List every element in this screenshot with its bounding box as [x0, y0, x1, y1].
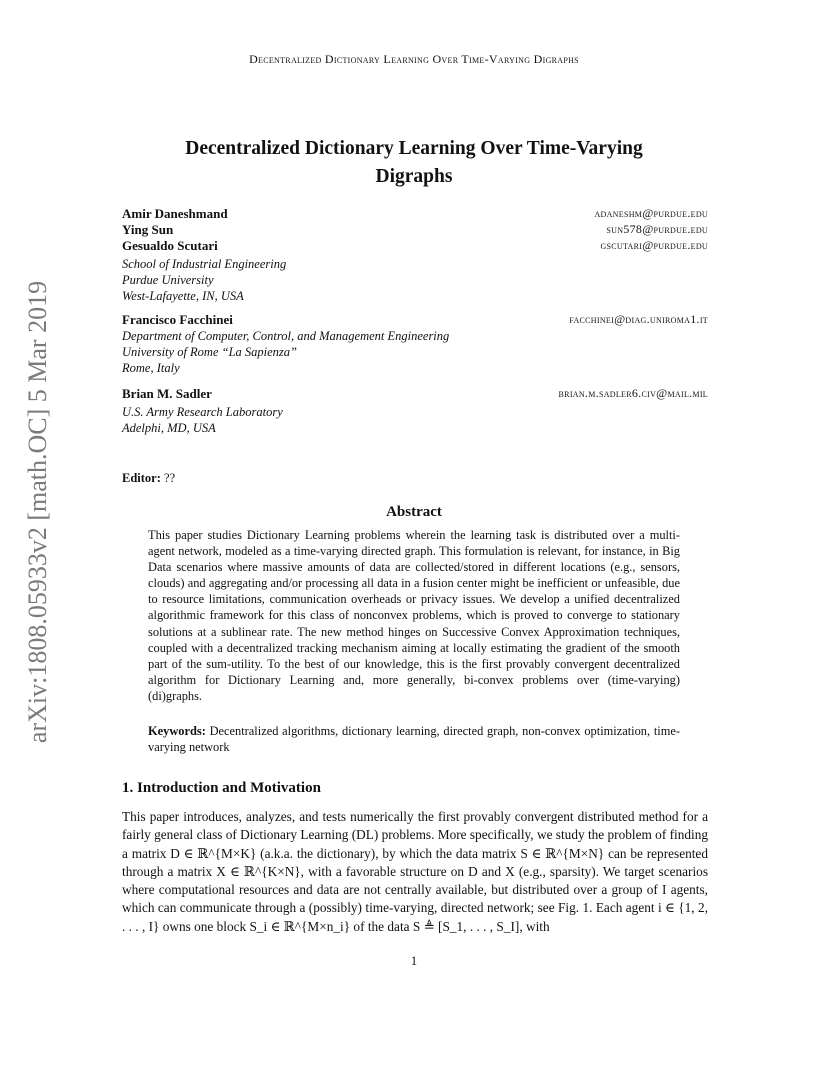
author-email[interactable]: facchinei@diag.uniroma1.it: [569, 312, 708, 326]
editor-label: Editor:: [122, 471, 161, 485]
affiliation-army: [122, 404, 283, 436]
editor-line: [122, 471, 175, 486]
keywords: [148, 723, 680, 755]
keywords-text: Decentralized algorithms, dictionary learning, directed graph, non-convex optimization, time-varying network: [148, 724, 680, 755]
running-header: Decentralized Dictionary Learning Over Time-Varying Digraphs: [249, 52, 579, 66]
arxiv-watermark: arXiv:1808.05933v2 [math.OC] 5 Mar 2019: [23, 280, 52, 744]
author-name: Amir Daneshmand: [122, 206, 228, 221]
author-email[interactable]: adaneshm@purdue.edu: [594, 206, 708, 220]
title-line-1: Decentralized Dictionary Learning Over Time-Varying: [185, 138, 643, 159]
affiliation-line: School of Industrial Engineering: [122, 257, 287, 271]
affiliation-line: University of Rome “La Sapienza”: [122, 345, 297, 359]
affiliation-line: U.S. Army Research Laboratory: [122, 405, 283, 419]
affiliation-line: Purdue University: [122, 273, 214, 287]
affiliation-line: Rome, Italy: [122, 361, 180, 375]
author-row: [122, 206, 708, 223]
paper-title: [130, 135, 698, 191]
abstract-heading: Abstract: [386, 504, 442, 520]
title-line-2: Digraphs: [375, 166, 453, 187]
abstract-text: This paper studies Dictionary Learning problems wherein the learning task is distributed over a multi-agent network, modeled as a time-varying directed graph. This formulation is relevant, for instance, in Big Data scenarios where massive amounts of data are collected/stored in different locations (e.g., sensors, clouds) and aggregating and/or processing all data in a fusion center might be inefficient or unfeasible, due to resource limitations, communication overheads or privacy issues. We develop a unified decentralized algorithmic framework for this class of nonconvex problems, which is proved to converge to stationary solutions at a sublinear rate. The new method hinges on Successive Convex Approximation techniques, coupled with a decentralized tracking mechanism aiming at locally estimating the gradient of the smooth part of the sum-utility. To the best of our knowledge, this is the first provably convergent decentralized algorithm for Dictionary Learning and, more generally, bi-convex problems over (time-varying) (di)graphs.: [148, 528, 680, 703]
section-heading: 1. Introduction and Motivation: [122, 780, 321, 796]
affiliation-rome: [122, 328, 449, 376]
author-email[interactable]: sun578@purdue.edu: [606, 222, 708, 236]
author-row: [122, 222, 708, 239]
author-name: Gesualdo Scutari: [122, 238, 218, 253]
affiliation-purdue: [122, 256, 286, 304]
author-email[interactable]: brian.m.sadler6.civ@mail.mil: [558, 386, 708, 400]
editor-value: ??: [164, 471, 176, 485]
author-name: Brian M. Sadler: [122, 386, 212, 401]
author-row: [122, 386, 708, 403]
author-email[interactable]: gscutari@purdue.edu: [600, 238, 708, 252]
author-name: Francisco Facchinei: [122, 312, 233, 327]
author-row: [122, 312, 708, 329]
author-row: [122, 238, 708, 255]
intro-paragraph: This paper introduces, analyzes, and tests numerically the first provably convergent distributed method for a fairly general class of Dictionary Learning (DL) problems. More specifically, we study the problem of finding a matrix D ∈ ℝ^{M×K} (a.k.a. the dictionary), by which the data matrix S ∈ ℝ^{M×N} can be represented through a matrix X ∈ ℝ^{K×N}, with a favorable structure on D and X (e.g., sparsity). We target scenarios where computational resources and data are not centrally available, but distributed over a group of I agents, which can communicate through a (possibly) time-varying, directed network; see Fig. 1. Each agent i ∈ {1, 2, . . . , I} owns one block S_i ∈ ℝ^{M×n_i} of the data S ≜ [S_1, . . . , S_I], with: [122, 809, 708, 934]
author-name: Ying Sun: [122, 222, 174, 237]
affiliation-line: West-Lafayette, IN, USA: [122, 289, 244, 303]
affiliation-line: Department of Computer, Control, and Management Engineering: [122, 329, 450, 343]
affiliation-line: Adelphi, MD, USA: [122, 421, 216, 435]
page-number: 1: [410, 954, 418, 968]
keywords-label: Keywords:: [148, 724, 206, 738]
